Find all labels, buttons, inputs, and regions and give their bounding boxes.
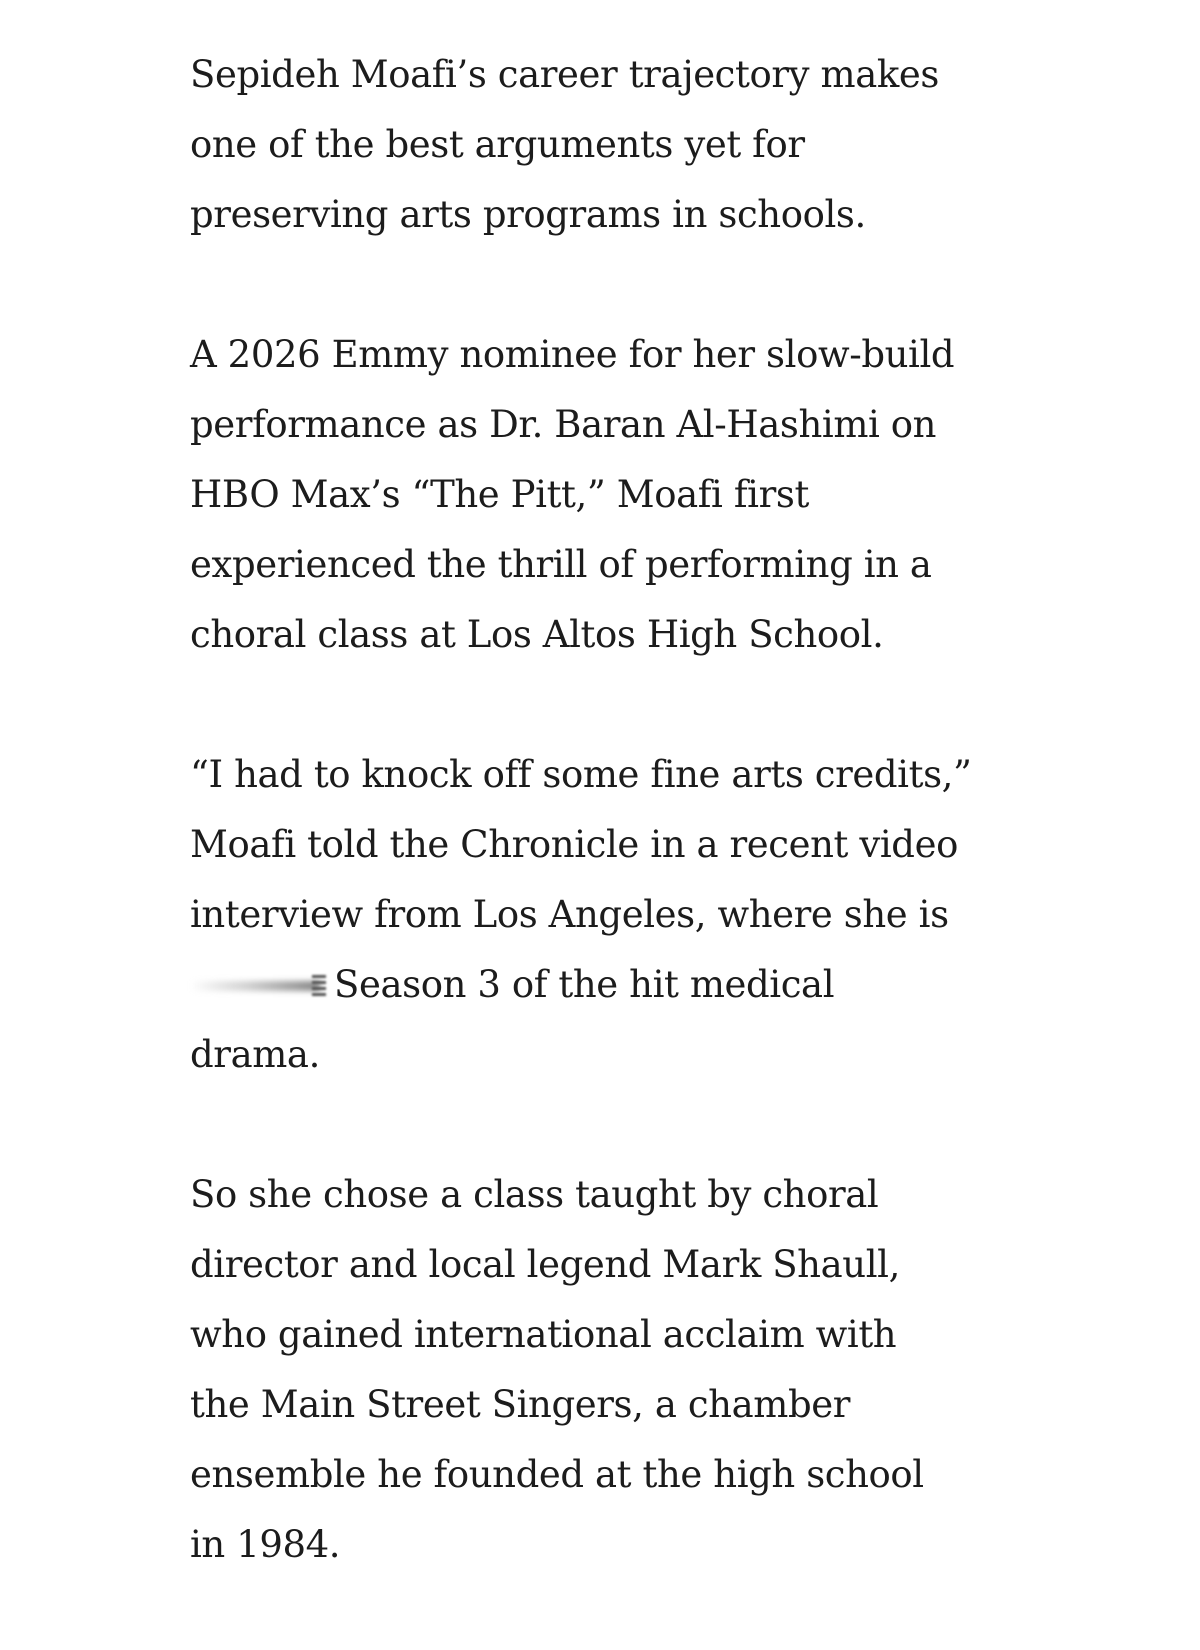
text-line: A 2026 Emmy nominee for her slow-build [190,333,955,376]
text-line: performance as Dr. Baran Al-Hashimi on [190,403,937,446]
text-line: director and local legend Mark Shaull, [190,1243,900,1286]
text-line: drama. [190,1033,320,1076]
text-line: “I had to knock off some fine arts credits,” [190,753,972,796]
text-line: ensemble he founded at the high school [190,1453,924,1496]
text-line: HBO Max’s “The Pitt,” Moafi first [190,473,809,516]
text-line: So she chose a class taught by choral [190,1173,879,1216]
article-body [190,40,990,1650]
text-line: Moafi told the Chronicle in a recent video [190,823,958,866]
text-line: preserving arts programs in schools. [190,193,866,236]
text-line: choral class at Los Altos High School. [190,613,884,656]
paragraph [190,740,990,1090]
text-line: who gained international acclaim with [190,1313,897,1356]
paragraph [190,320,990,670]
text-line: the Main Street Singers, a chamber [190,1383,851,1426]
paragraph [190,1160,990,1580]
text-line: in 1984. [190,1523,341,1566]
redacted-text-blur [190,965,326,1005]
text-line: one of the best arguments yet for [190,123,805,166]
text-line-with-redaction [190,950,990,1020]
text-line: interview from Los Angeles, where she is [190,893,949,936]
text-line: experienced the thrill of performing in a [190,543,932,586]
text-line: Sepideh Moafi’s career trajectory makes [190,53,939,96]
paragraph [190,40,990,250]
text-fragment: Season 3 of the hit medical [334,963,835,1006]
